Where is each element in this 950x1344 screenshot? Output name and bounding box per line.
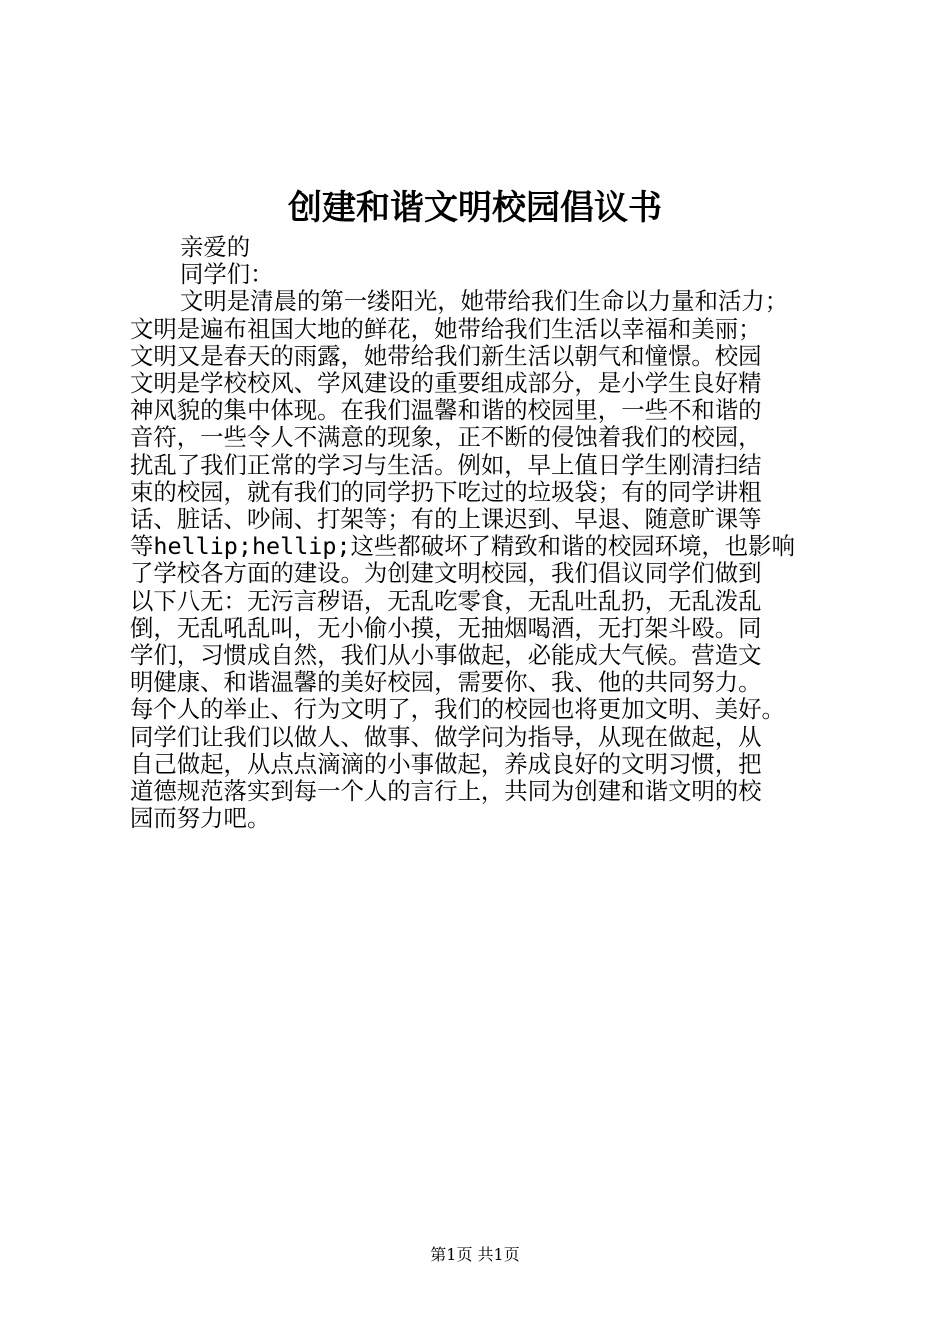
body-line: 同学们让我们以做人、做事、做学问为指导，从现在做起，从	[130, 722, 762, 751]
salutation-line-1: 亲爱的	[180, 233, 251, 261]
body-line: 神风貌的集中体现。在我们温馨和谐的校园里，一些不和谐的	[130, 396, 762, 425]
body-line: 道德规范落实到每一个人的言行上，共同为创建和谐文明的校	[130, 777, 762, 806]
body-line: 文明是遍布祖国大地的鲜花，她带给我们生活以幸福和美丽；	[130, 314, 762, 343]
body-line: 束的校园，就有我们的同学扔下吃过的垃圾袋；有的同学讲粗	[130, 477, 762, 506]
body-line: 倒，无乱吼乱叫，无小偷小摸，无抽烟喝酒，无打架斗殴。同	[130, 613, 762, 642]
body-line: 以下八无：无污言秽语，无乱吃零食，无乱吐乱扔，无乱泼乱	[130, 586, 762, 615]
body-line: 明健康、和谐温馨的美好校园，需要你、我、他的共同努力。	[130, 668, 762, 697]
body-line: 扰乱了我们正常的学习与生活。例如，早上值日学生刚清扫结	[130, 450, 762, 479]
body-line: 了学校各方面的建设。为创建文明校园，我们倡议同学们做到	[130, 559, 762, 588]
body-line: 文明又是春天的雨露，她带给我们新生活以朝气和憧憬。校园	[130, 341, 762, 370]
body-line: 学们，习惯成自然，我们从小事做起，必能成大气候。营造文	[130, 641, 762, 670]
document-title: 创建和谐文明校园倡议书	[288, 188, 662, 228]
body-line: 文明是清晨的第一缕阳光，她带给我们生命以力量和活力；	[180, 287, 789, 316]
body-line: 园而努力吧。	[130, 804, 271, 833]
body-line: 话、脏话、吵闹、打架等；有的上课迟到、早退、随意旷课等	[130, 505, 762, 534]
body-line: 文明是学校校风、学风建设的重要组成部分，是小学生良好精	[130, 369, 762, 398]
body-line: 自己做起，从点点滴滴的小事做起，养成良好的文明习惯，把	[130, 749, 762, 778]
page-footer: 第1页 共1页	[430, 1245, 520, 1264]
body-line: 等hellip;hellip;这些都破坏了精致和谐的校园环境，也影响	[130, 532, 795, 561]
body-line: 音符，一些令人不满意的现象，正不断的侵蚀着我们的校园，	[130, 423, 762, 452]
document-body	[130, 234, 842, 832]
salutation-line-2: 同学们：	[180, 260, 274, 289]
body-line: 每个人的举止、行为文明了，我们的校园也将更加文明、美好。	[130, 695, 785, 724]
